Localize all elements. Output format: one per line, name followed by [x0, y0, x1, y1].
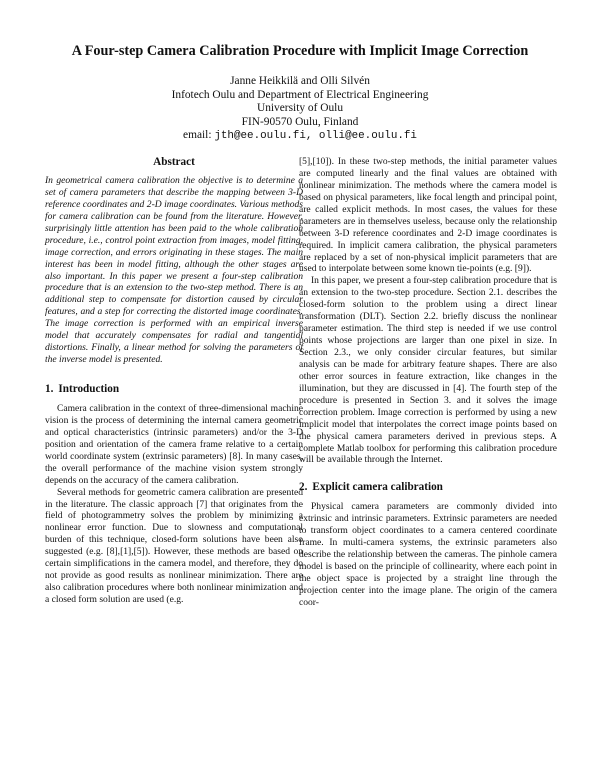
section-title: Explicit camera calibration: [312, 481, 443, 494]
paper-title: A Four-step Camera Calibration Procedure with Implicit Image Correction: [71, 43, 529, 59]
email-addresses[interactable]: jth@ee.oulu.fi, olli@ee.oulu.fi: [214, 130, 417, 143]
abstract-text: In geometrical camera calibration the objective is to determine a set of camera parameters that describe the mapping between 3-D reference coordinates and 2-D image coordinates. Various methods for camera calibration can be found from the literature. However, surprisingly little attention has been paid to the whole calibration procedure, i.e., control point extraction from images, model fitting, image correction, and errors originating in these stages. The main interest has been in model fitting, although the other stages are also important. In this paper we present a four-step calibration procedure that is an extension to the two-step method. There is an additional step to compensate for distortion caused by circular features, and a step for correcting the distorted image coordinates. The image correction is performed with an empirical inverse model that accurately compensates for radial and tangential distortions. Finally, a linear method for solving the parameters of the inverse model is presented.: [45, 175, 303, 366]
intro-paragraph-1: Camera calibration in the context of three-dimensional machine vision is the process of determining the internal camera geometric and optical characteristics (intrinsic parameters) and/or the 3-D position and orientation of the camera frame relative to a certain world coordinate system (extrinsic parameters) [8]. In many cases, the overall performance of the machine vision system strongly depends on the accuracy of the camera calibration.: [45, 403, 303, 486]
intro-paragraph-2-continued: [5],[10]). In these two-step methods, the initial parameter values are computed linearly and the final values are obtained with nonlinear minimization. The methods where the camera model is based on physical parameters, like focal length and principal point, are called explicit methods. In most cases, the values for these parameters are in themselves useless, because only the relationship between 3-D reference coordinates and 2-D image coordinates is required. In implicit camera calibration, the physical parameters are replaced by a set of non-physical implicit parameters that are used to interpolate between some known tie-points (e.g. [9]).: [299, 156, 557, 275]
intro-paragraph-2: Several methods for geometric camera calibration are presented in the literature. The classic approach [7] that originates from the field of photogrammetry solves the problem by minimizing a nonlinear error function. Due to slowness and computational burden of this technique, closed-form solutions have been also suggested (e.g. [8],[1],[5]). However, these methods are based on certain simplifications in the camera model, and therefore, they do not provide as good results as nonlinear minimization. There are also calibration procedures where both nonlinear minimization and a closed form solution are used (e.g.: [45, 486, 303, 605]
abstract-heading: Abstract: [153, 156, 195, 168]
right-column: [299, 156, 557, 609]
affiliation-line: Infotech Oulu and Department of Electrical Engineering: [171, 88, 429, 101]
section-2-paragraph-1: Physical camera parameters are commonly divided into extrinsic and intrinsic parameters. Extrinsic parameters are needed to transform object coordinates to a camera centered coordinate frame. In multi-camera systems, the extrinsic parameters also describe the relationship between the cameras. The pinhole camera model is based on the principle of collinearity, where each point in the object space is projected by a straight line through the projection center into the image plane. The origin of the camera coor-: [299, 501, 557, 608]
section-number: 2.: [299, 481, 308, 494]
section-1-heading: [45, 383, 303, 396]
email-line: [0, 129, 600, 144]
author-names: Janne Heikkilä and Olli Silvén: [230, 75, 370, 87]
left-column: [45, 156, 303, 606]
affiliation-line: University of Oulu: [256, 102, 344, 115]
author-block: [0, 75, 600, 144]
section-title: Introduction: [58, 383, 120, 395]
email-label: email:: [183, 129, 212, 142]
section-2-heading: [299, 481, 557, 494]
affiliation-line: FIN-90570 Oulu, Finland: [241, 115, 359, 128]
section-number: 1.: [45, 383, 54, 395]
intro-paragraph-3: In this paper, we present a four-step calibration procedure that is an extension to the two-step procedure. Section 2.1. describes the closed-form solution to the problem using a direct linear transformation (DLT). Section 2.2. briefly discuss the nonlinear parameter estimation. The third step is needed if we use control points whose projections are larger than one pixel in size. In Section 2.3., we only consider circular features, but similar analysis can be made for arbitrary feature shapes. There are also other error sources in feature extraction, like changes in the illumination, but they are discussed in [4]. The fourth step of the procedure is presented in Section 3. and it solves the image correction problem. Image correction is performed by using a new implicit model that interpolates the correct image points based on the physical camera parameters derived in previous steps. A complete Matlab toolbox for performing this calibration procedure will be available through the Internet.: [299, 275, 557, 466]
